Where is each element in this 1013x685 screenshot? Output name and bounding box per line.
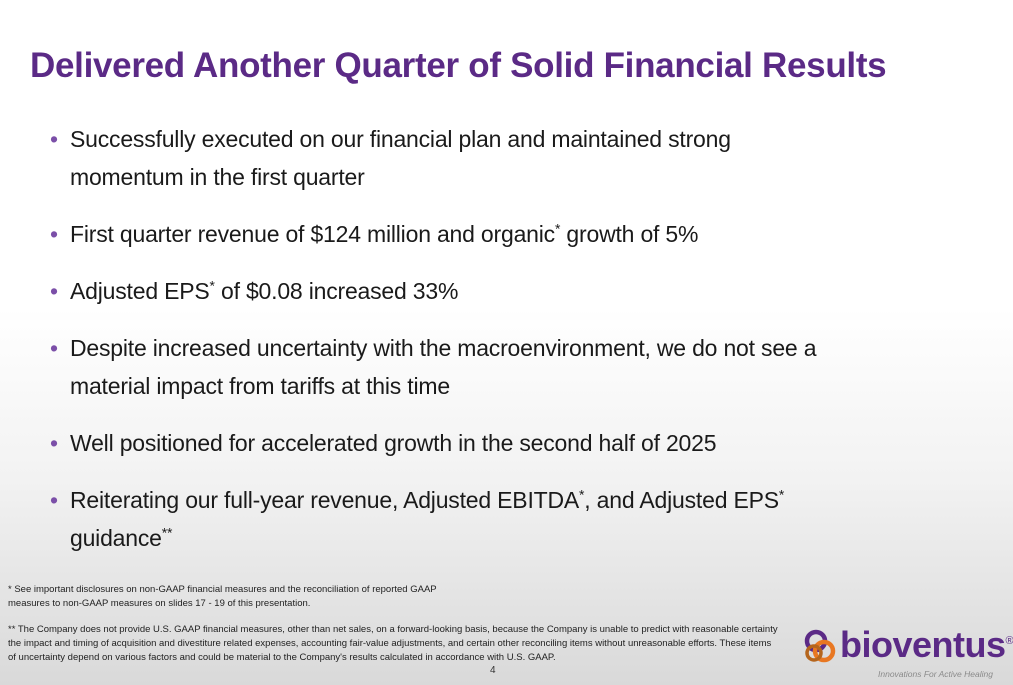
- footnote-marker: *: [579, 486, 585, 503]
- footnote-marker: *: [554, 220, 561, 237]
- footnote-forward-looking: ** The Company does not provide U.S. GAAP financial measures, other than net sales, on a forward-looking basis, because the Company is unable to predict with reasonable certainty the impact and timing of acquisition and divestiture related expenses, accounting fair-value adjustments, and certain other reconciling items without unreasonable efforts. These items of uncertainty depend on various factors and could be material to the Company's results calculated in accordance with U.S. GAAP.: [8, 624, 778, 663]
- logo-knot-icon: [800, 626, 840, 666]
- bullet-item: [50, 272, 830, 310]
- bullet-list: [50, 120, 830, 576]
- footnote-marker: *: [209, 277, 215, 294]
- bullet-text: Adjusted EPS: [70, 278, 210, 304]
- bullet-text: First quarter revenue of $124 million and organic: [70, 221, 555, 247]
- logo-registered-mark: ®: [1005, 635, 1013, 647]
- bullet-item: [50, 329, 830, 405]
- bullet-text: Reiterating our full-year revenue, Adjusted EBITDA: [70, 487, 580, 513]
- bullet-text: Despite increased uncertainty with the macroenvironment, we do not see a material impact from tariffs at this time: [70, 335, 817, 399]
- page-number: 4: [490, 665, 496, 676]
- bullet-text: guidance: [70, 525, 162, 551]
- slide-title: Delivered Another Quarter of Solid Financial Results: [30, 46, 887, 85]
- bullet-item: [50, 424, 830, 462]
- logo-wordmark: bioventus®: [840, 624, 1013, 665]
- bullet-text: , and Adjusted EPS: [584, 487, 779, 513]
- footnote-marker: *: [778, 486, 785, 503]
- bullet-text: Successfully executed on our financial plan and maintained strong momentum in the first quarter: [70, 126, 731, 190]
- footnote-non-gaap: * See important disclosures on non-GAAP financial measures and the reconciliation of reported GAAP measures to non-GAAP measures on slides 17 - 19 of this presentation.: [8, 584, 437, 609]
- bullet-text: of $0.08 increased 33%: [214, 278, 459, 304]
- logo-tagline: Innovations For Active Healing: [878, 669, 993, 679]
- bioventus-logo: [800, 624, 1013, 681]
- bullet-item: [50, 481, 830, 557]
- footnote-marker: **: [161, 524, 173, 541]
- bullet-text: Well positioned for accelerated growth in the second half of 2025: [70, 430, 717, 456]
- bullet-item: [50, 120, 830, 196]
- bullet-item: [50, 215, 830, 253]
- bullet-text: growth of 5%: [560, 221, 699, 247]
